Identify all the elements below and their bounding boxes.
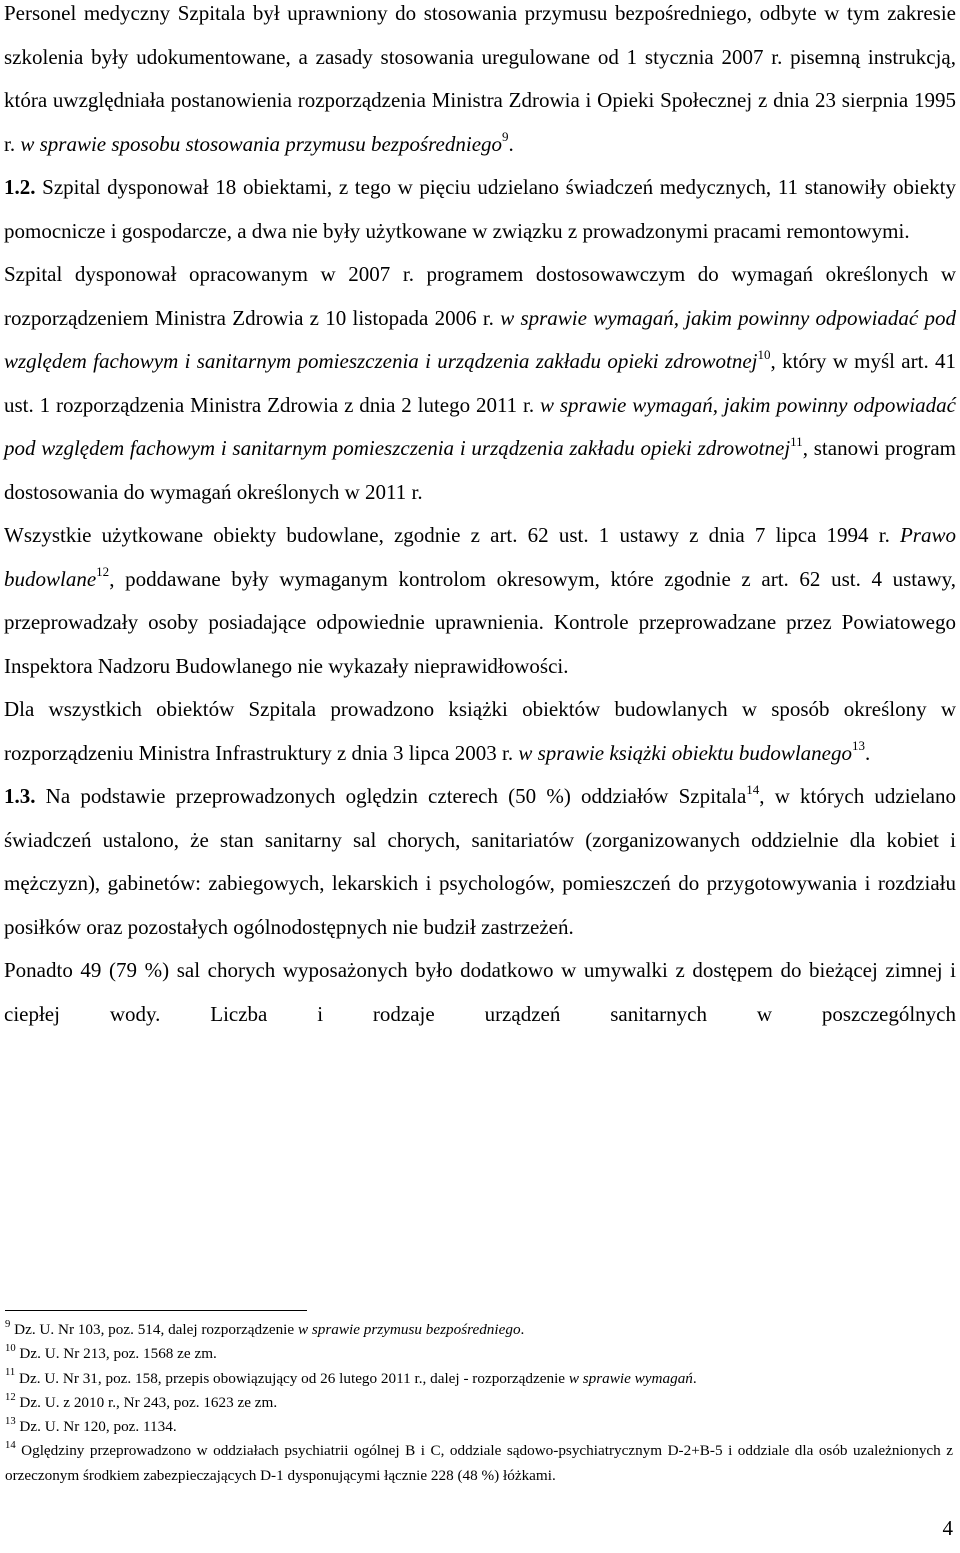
footnote-text: . <box>520 1321 525 1338</box>
paragraph-text: . <box>865 740 871 765</box>
footnote-italic: w sprawie przymusu bezpośredniego <box>297 1321 521 1338</box>
body-text <box>4 0 956 1036</box>
footnote-number: 14 <box>5 1440 16 1452</box>
footnote-text: Dz. U. Nr 103, poz. 514, dalej rozporządzenie <box>10 1321 298 1338</box>
paragraph-text: Dla wszystkich obiektów Szpitala prowadzono książki obiektów budowlanych w sposób określony w rozporządzeniu Ministra Infrastruktury z dnia 3 lipca 2003 r. <box>4 697 956 765</box>
section-number: 1.3. <box>4 784 36 808</box>
footnote-11 <box>5 1367 953 1391</box>
footnote-text: Oględziny przeprowadzono w oddziałach psychiatrii ogólnej B i C, oddziale sądowo-psychiatrycznym D-2+B-5 i oddziale dla osób uzależnionych z orzeczonym środkiem zabezpieczających D-1 dysponującymi łącznie 228 (48 %) łóżkami. <box>5 1442 953 1484</box>
regulation-title: w sprawie sposobu stosowania przymusu bezpośredniego <box>20 131 503 156</box>
paragraph-text: . <box>508 131 514 156</box>
paragraph-text: , w których udzielano świadczeń ustalono, że stan sanitarny sal chorych, sanitariatów (zorganizowanych oddzielnie dla kobiet i mężczyzn), gabinetów: zabiegowych, lekarskich i psychologów, pomieszczeń do przygotowywania i rozdziału posiłków oraz pozostałych ogólnodostępnych nie budził zastrzeżeń. <box>4 784 957 939</box>
footnote-ref: 12 <box>96 564 110 580</box>
footnote-10 <box>5 1342 953 1366</box>
paragraph-text: , poddawane były wymaganym kontrolom okresowym, które zgodnie z art. 62 ust. 4 ustawy, przeprowadzały osoby posiadające odpowiednie uprawnienia. Kontrole przeprowadzane przez Powiatowego Inspektora Nadzoru Budowlanego nie wykazały nieprawidłowości. <box>4 566 956 678</box>
footnote-14 <box>5 1439 953 1488</box>
footnote-ref: 11 <box>790 433 803 449</box>
law-title: Prawo budowlane <box>4 523 956 591</box>
footnote-number: 12 <box>5 1391 16 1403</box>
paragraph-text: Ponadto 49 (79 %) sal chorych wyposażonych było dodatkowo w umywalki z dostępem do bieżącej zimnej i ciepłej wody. Liczba i rodzaje urządzeń sanitarnych w poszczególnych <box>4 958 956 1026</box>
footnote-text: Dz. U. Nr 31, poz. 158, przepis obowiązujący od 26 lutego 2011 r., dalej - rozporządzenie <box>15 1369 569 1387</box>
paragraph-text: Szpital dysponował 18 obiektami, z tego w pięciu udzielano świadczeń medycznych, 11 stanowiły obiekty pomocnicze i gospodarcze, a dwa nie były użytkowane w związku z prowadzonymi pracami remontowymi. <box>4 175 956 243</box>
footnote-ref: 9 <box>502 129 509 145</box>
paragraph-objects <box>4 166 956 253</box>
footnote-text: Dz. U. Nr 213, poz. 1568 ze zm. <box>15 1345 217 1363</box>
regulation-title: w sprawie wymagań, jakim powinny odpowiadać pod względem fachowym i sanitarnym pomieszczenia i urządzenia zakładu opieki zdrowotnej <box>4 305 956 373</box>
footnote-ref: 10 <box>757 346 771 362</box>
regulation-title: w sprawie książki obiektu budowlanego <box>518 740 852 765</box>
paragraph-coercion <box>4 0 956 166</box>
section-number: 1.2. <box>4 175 36 199</box>
footnote-italic: w sprawie wymagań <box>568 1369 693 1387</box>
footnote-number: 13 <box>5 1416 16 1428</box>
paragraph-text: Wszystkie użytkowane obiekty budowlane, zgodnie z art. 62 ust. 1 ustawy z dnia 7 lipca 1994 r. <box>4 523 900 547</box>
paragraph-text: Na podstawie przeprowadzonych oględzin czterech (50 %) oddziałów Szpitala <box>35 784 747 808</box>
paragraph-text: Szpital dysponował opracowanym w 2007 r. programem dostosowawczym do wymagań określonych w rozporządzeniem Ministra Zdrowia z 10 listopada 2006 r. <box>4 262 956 330</box>
footnote-9 <box>5 1318 953 1342</box>
footnotes <box>5 1318 953 1488</box>
paragraph-building-books <box>4 688 956 775</box>
paragraph-adaptation-program <box>4 253 956 514</box>
paragraph-inspection-findings <box>4 775 956 949</box>
footnote-text: Dz. U. z 2010 r., Nr 243, poz. 1623 ze zm. <box>15 1393 278 1411</box>
footnote-number: 11 <box>5 1367 16 1379</box>
page-number: 4 <box>942 1516 953 1540</box>
footnote-12 <box>5 1391 953 1415</box>
regulation-title: w sprawie wymagań, jakim powinny odpowiadać pod względem fachowym i sanitarnym pomieszczenia i urządzenia zakładu opieki zdrowotnej <box>4 392 956 460</box>
footnote-number: 9 <box>5 1318 11 1330</box>
footnote-ref: 14 <box>746 781 760 797</box>
paragraph-building-inspections <box>4 514 956 688</box>
footnote-13 <box>5 1415 953 1439</box>
paragraph-text: Personel medyczny Szpitala był uprawniony do stosowania przymusu bezpośredniego, odbyte w tym zakresie szkolenia były udokumentowane, a zasady stosowania uregulowane od 1 stycznia 2007 r. pisemną instrukcją, która uwzględniała postanowienia rozporządzenia Ministra Zdrowia i Opieki Społecznej z dnia 23 sierpnia 1995 r. <box>4 1 956 156</box>
paragraph-text: , który w myśl art. 41 ust. 1 rozporządzenia Ministra Zdrowia z dnia 2 lutego 2011 r. <box>4 349 957 417</box>
footnote-ref: 13 <box>852 738 866 754</box>
footnote-text: . <box>692 1369 697 1387</box>
footnote-separator <box>5 1310 307 1311</box>
footnote-text: Dz. U. Nr 120, poz. 1134. <box>15 1418 177 1436</box>
footnote-number: 10 <box>5 1343 16 1355</box>
paragraph-sinks <box>4 949 956 1036</box>
paragraph-text: , stanowi program dostosowania do wymagań określonych w 2011 r. <box>4 436 956 504</box>
